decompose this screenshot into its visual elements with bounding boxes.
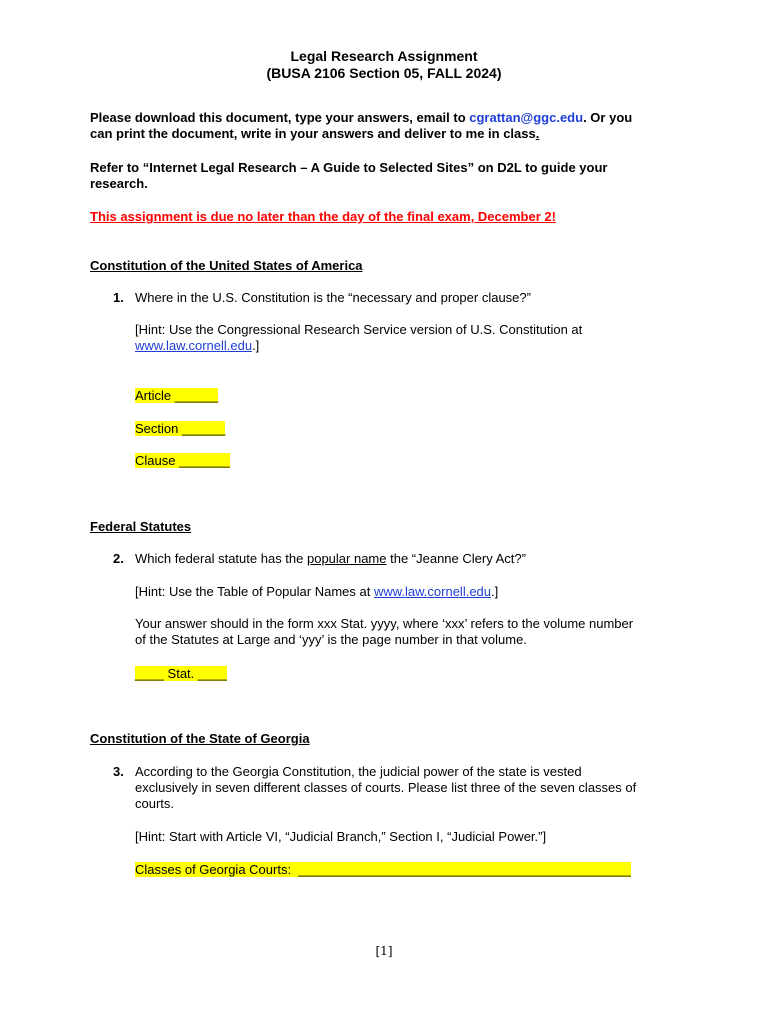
question-line-2: exclusively in seven different classes of courts. Please list three of the seven classes of bbox=[135, 780, 637, 795]
format-line-1: Your answer should in the form xxx Stat. yyyy, where ‘xxx’ refers to the volume number bbox=[135, 616, 634, 631]
email-link[interactable]: cgrattan@ggc.edu bbox=[469, 110, 584, 125]
answer-blank: ____ Stat. ____ bbox=[135, 666, 227, 681]
question-3 bbox=[135, 764, 680, 812]
refer-line-1: Refer to “Internet Legal Research – A Guide to Selected Sites” on D2L to guide your bbox=[90, 160, 608, 175]
section-heading-georgia-constitution: Constitution of the State of Georgia bbox=[90, 731, 310, 746]
section-heading-federal-statutes: Federal Statutes bbox=[90, 519, 192, 534]
hint-3: [Hint: Start with Article VI, “Judicial Branch,” Section I, “Judicial Power.”] bbox=[135, 829, 547, 844]
intro-line-2 bbox=[90, 126, 680, 142]
section-heading-us-constitution: Constitution of the United States of America bbox=[90, 258, 363, 273]
format-line-2: of the Statutes at Large and ‘yyy’ is the page number in that volume. bbox=[135, 632, 527, 647]
answer-georgia-courts[interactable] bbox=[135, 862, 680, 878]
answer-highlight bbox=[135, 862, 631, 877]
answer-blank: Clause _______ bbox=[135, 453, 230, 468]
question-number: 2. bbox=[113, 551, 124, 566]
intro-paragraph bbox=[90, 110, 680, 142]
question-underlined-term: popular name bbox=[306, 551, 387, 566]
answer-clause[interactable] bbox=[135, 453, 680, 469]
answer-blank: Section ______ bbox=[135, 421, 226, 436]
answer-format-instructions bbox=[135, 616, 680, 648]
answer-blank: ______________________________________________ bbox=[298, 862, 631, 877]
hint-text: .] bbox=[491, 584, 499, 599]
intro-text: can print the document, write in your answers and deliver to me in class bbox=[90, 126, 536, 141]
question-text: Which federal statute has the bbox=[135, 551, 307, 566]
answer-blank: Article ______ bbox=[135, 388, 219, 403]
intro-text: . Or you bbox=[583, 110, 633, 125]
answer-statute[interactable] bbox=[135, 666, 680, 682]
due-notice: This assignment is due no later than the day of the final exam, December 2! bbox=[90, 209, 556, 224]
hint-1 bbox=[135, 322, 680, 354]
hint-text: .] bbox=[252, 338, 260, 353]
intro-period: . bbox=[535, 126, 540, 141]
page-number: [1] bbox=[375, 944, 393, 958]
question-line-3: courts. bbox=[135, 796, 175, 811]
refer-paragraph bbox=[90, 160, 680, 192]
answer-article[interactable] bbox=[135, 388, 680, 404]
hint-2 bbox=[135, 584, 680, 600]
intro-line-1 bbox=[90, 110, 680, 126]
answer-label: Classes of Georgia Courts: bbox=[135, 862, 299, 877]
question-2 bbox=[135, 551, 680, 567]
document-title: Legal Research Assignment bbox=[290, 48, 478, 64]
document-subtitle: (BUSA 2106 Section 05, FALL 2024) bbox=[266, 65, 502, 81]
hint-text: [Hint: Use the Congressional Research Service version of U.S. Constitution at bbox=[135, 322, 583, 337]
question-text: the “Jeanne Clery Act?” bbox=[386, 551, 526, 566]
cornell-link[interactable]: www.law.cornell.edu bbox=[373, 584, 492, 599]
refer-line-2: research. bbox=[90, 176, 148, 191]
intro-text: Please download this document, type your answers, email to bbox=[90, 110, 470, 125]
cornell-link[interactable]: www.law.cornell.edu bbox=[135, 338, 253, 353]
question-number: 1. bbox=[113, 290, 124, 305]
answer-section[interactable] bbox=[135, 421, 680, 437]
hint-text: [Hint: Use the Table of Popular Names at bbox=[135, 584, 374, 599]
question-number: 3. bbox=[113, 764, 124, 779]
question-line-1: According to the Georgia Constitution, the judicial power of the state is vested bbox=[135, 764, 582, 779]
question-1: Where in the U.S. Constitution is the “necessary and proper clause?” bbox=[135, 290, 531, 305]
